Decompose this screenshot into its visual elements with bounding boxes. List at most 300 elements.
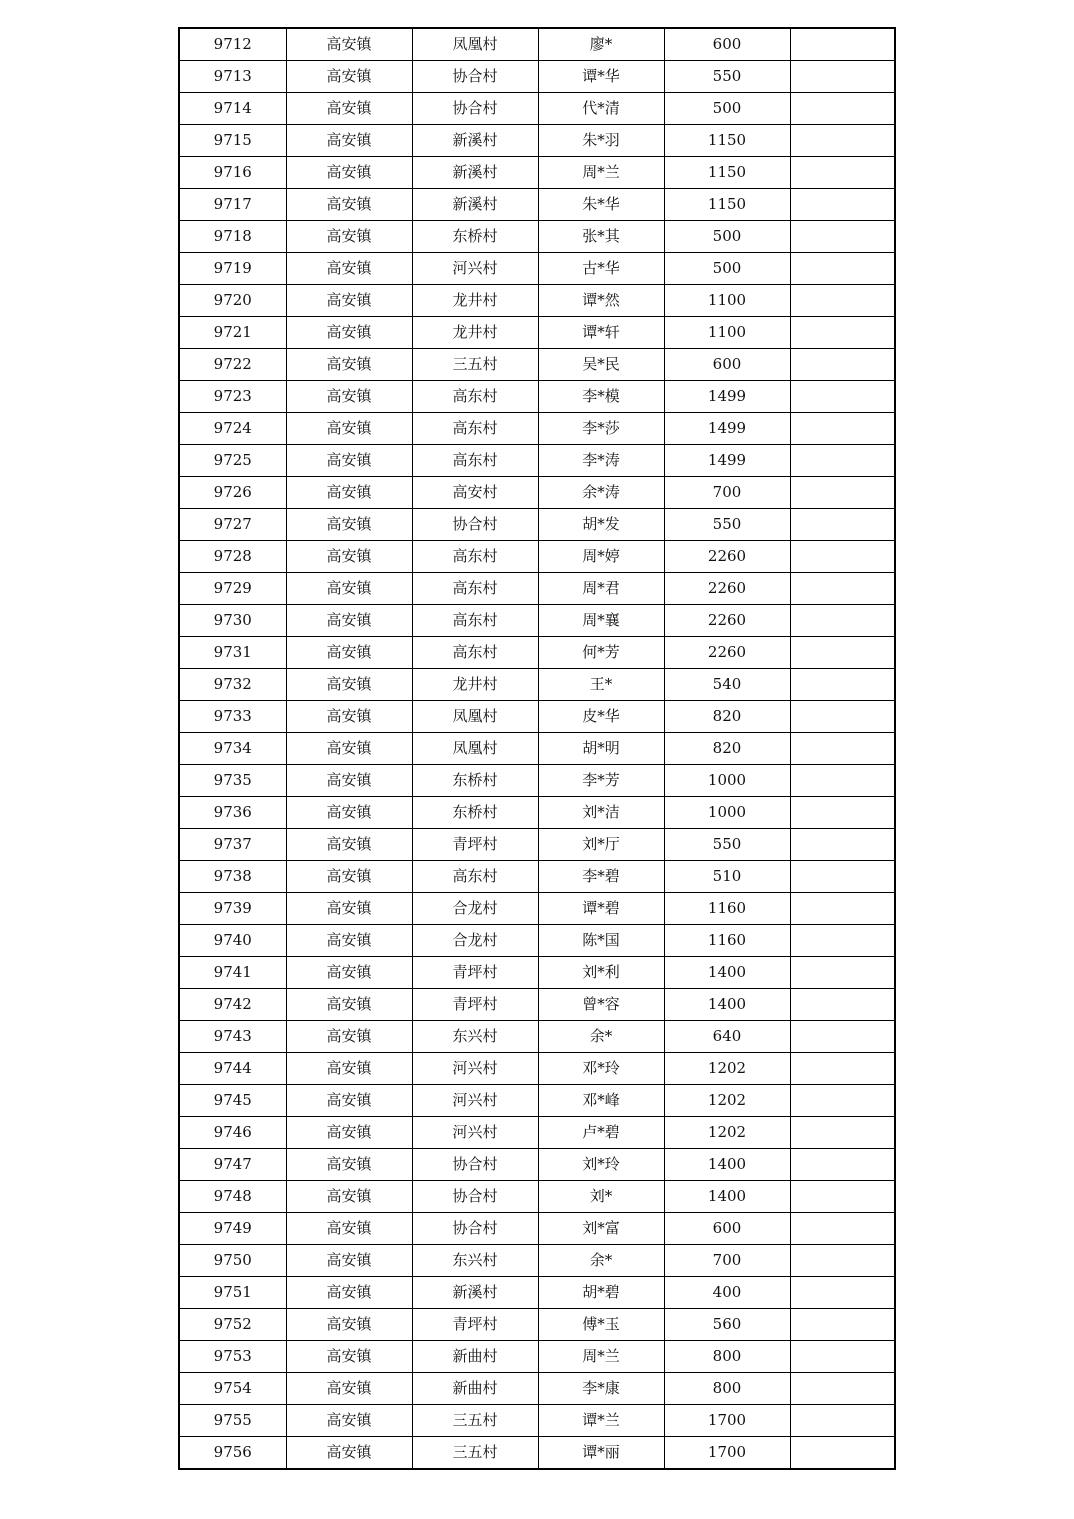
- town-cell: 高安镇: [286, 733, 412, 765]
- village-cell: 高东村: [412, 861, 538, 893]
- table-row: [179, 189, 895, 221]
- row-id-cell: 9724: [179, 413, 286, 445]
- table-row: [179, 221, 895, 253]
- table-row: [179, 573, 895, 605]
- village-cell: 青坪村: [412, 989, 538, 1021]
- row-id-cell: 9732: [179, 669, 286, 701]
- name-cell: 余*涛: [538, 477, 664, 509]
- amount-cell: 1499: [664, 445, 790, 477]
- note-cell: [790, 28, 895, 61]
- village-cell: 协合村: [412, 93, 538, 125]
- note-cell: [790, 1277, 895, 1309]
- note-cell: [790, 285, 895, 317]
- table-row: [179, 317, 895, 349]
- row-id-cell: 9712: [179, 28, 286, 61]
- note-cell: [790, 1405, 895, 1437]
- amount-cell: 1160: [664, 893, 790, 925]
- village-cell: 东兴村: [412, 1021, 538, 1053]
- note-cell: [790, 1341, 895, 1373]
- row-id-cell: 9749: [179, 1213, 286, 1245]
- village-cell: 高东村: [412, 381, 538, 413]
- note-cell: [790, 189, 895, 221]
- name-cell: 周*兰: [538, 1341, 664, 1373]
- note-cell: [790, 221, 895, 253]
- table-row: [179, 445, 895, 477]
- note-cell: [790, 1437, 895, 1470]
- amount-cell: 1150: [664, 189, 790, 221]
- name-cell: 刘*富: [538, 1213, 664, 1245]
- row-id-cell: 9741: [179, 957, 286, 989]
- table-row: [179, 861, 895, 893]
- town-cell: 高安镇: [286, 477, 412, 509]
- table-row: [179, 1149, 895, 1181]
- row-id-cell: 9739: [179, 893, 286, 925]
- name-cell: 卢*碧: [538, 1117, 664, 1149]
- table-row: [179, 93, 895, 125]
- roster-table-body: [179, 28, 895, 1469]
- amount-cell: 800: [664, 1341, 790, 1373]
- amount-cell: 1000: [664, 797, 790, 829]
- row-id-cell: 9716: [179, 157, 286, 189]
- row-id-cell: 9746: [179, 1117, 286, 1149]
- table-row: [179, 1405, 895, 1437]
- village-cell: 凤凰村: [412, 733, 538, 765]
- row-id-cell: 9744: [179, 1053, 286, 1085]
- village-cell: 新曲村: [412, 1341, 538, 1373]
- village-cell: 东兴村: [412, 1245, 538, 1277]
- amount-cell: 550: [664, 61, 790, 93]
- note-cell: [790, 925, 895, 957]
- amount-cell: 550: [664, 829, 790, 861]
- table-row: [179, 285, 895, 317]
- note-cell: [790, 1117, 895, 1149]
- town-cell: 高安镇: [286, 829, 412, 861]
- note-cell: [790, 637, 895, 669]
- table-row: [179, 637, 895, 669]
- village-cell: 河兴村: [412, 1053, 538, 1085]
- note-cell: [790, 509, 895, 541]
- village-cell: 凤凰村: [412, 28, 538, 61]
- name-cell: 何*芳: [538, 637, 664, 669]
- village-cell: 新溪村: [412, 125, 538, 157]
- amount-cell: 540: [664, 669, 790, 701]
- note-cell: [790, 893, 895, 925]
- town-cell: 高安镇: [286, 509, 412, 541]
- table-row: [179, 1437, 895, 1470]
- name-cell: 傅*玉: [538, 1309, 664, 1341]
- village-cell: 高东村: [412, 541, 538, 573]
- note-cell: [790, 829, 895, 861]
- town-cell: 高安镇: [286, 1373, 412, 1405]
- amount-cell: 700: [664, 477, 790, 509]
- table-row: [179, 957, 895, 989]
- table-row: [179, 1181, 895, 1213]
- town-cell: 高安镇: [286, 605, 412, 637]
- row-id-cell: 9731: [179, 637, 286, 669]
- village-cell: 新曲村: [412, 1373, 538, 1405]
- note-cell: [790, 1181, 895, 1213]
- village-cell: 高东村: [412, 413, 538, 445]
- row-id-cell: 9720: [179, 285, 286, 317]
- note-cell: [790, 669, 895, 701]
- amount-cell: 1160: [664, 925, 790, 957]
- town-cell: 高安镇: [286, 349, 412, 381]
- name-cell: 李*涛: [538, 445, 664, 477]
- amount-cell: 1100: [664, 317, 790, 349]
- row-id-cell: 9727: [179, 509, 286, 541]
- row-id-cell: 9743: [179, 1021, 286, 1053]
- row-id-cell: 9721: [179, 317, 286, 349]
- table-row: [179, 541, 895, 573]
- amount-cell: 640: [664, 1021, 790, 1053]
- amount-cell: 1400: [664, 1149, 790, 1181]
- town-cell: 高安镇: [286, 1181, 412, 1213]
- note-cell: [790, 765, 895, 797]
- amount-cell: 510: [664, 861, 790, 893]
- row-id-cell: 9725: [179, 445, 286, 477]
- note-cell: [790, 733, 895, 765]
- name-cell: 李*模: [538, 381, 664, 413]
- name-cell: 李*芳: [538, 765, 664, 797]
- town-cell: 高安镇: [286, 765, 412, 797]
- town-cell: 高安镇: [286, 925, 412, 957]
- village-cell: 协合村: [412, 1181, 538, 1213]
- town-cell: 高安镇: [286, 1149, 412, 1181]
- note-cell: [790, 157, 895, 189]
- table-row: [179, 733, 895, 765]
- row-id-cell: 9723: [179, 381, 286, 413]
- town-cell: 高安镇: [286, 28, 412, 61]
- table-row: [179, 1085, 895, 1117]
- row-id-cell: 9730: [179, 605, 286, 637]
- name-cell: 邓*峰: [538, 1085, 664, 1117]
- name-cell: 刘*厅: [538, 829, 664, 861]
- town-cell: 高安镇: [286, 541, 412, 573]
- table-row: [179, 669, 895, 701]
- table-row: [179, 349, 895, 381]
- amount-cell: 1499: [664, 381, 790, 413]
- amount-cell: 1400: [664, 957, 790, 989]
- amount-cell: 400: [664, 1277, 790, 1309]
- note-cell: [790, 1021, 895, 1053]
- town-cell: 高安镇: [286, 669, 412, 701]
- name-cell: 余*: [538, 1021, 664, 1053]
- note-cell: [790, 1149, 895, 1181]
- row-id-cell: 9718: [179, 221, 286, 253]
- town-cell: 高安镇: [286, 573, 412, 605]
- row-id-cell: 9751: [179, 1277, 286, 1309]
- town-cell: 高安镇: [286, 381, 412, 413]
- table-row: [179, 381, 895, 413]
- amount-cell: 1700: [664, 1405, 790, 1437]
- village-cell: 龙井村: [412, 285, 538, 317]
- row-id-cell: 9719: [179, 253, 286, 285]
- town-cell: 高安镇: [286, 1405, 412, 1437]
- name-cell: 王*: [538, 669, 664, 701]
- village-cell: 三五村: [412, 1437, 538, 1470]
- amount-cell: 500: [664, 221, 790, 253]
- amount-cell: 1700: [664, 1437, 790, 1470]
- town-cell: 高安镇: [286, 989, 412, 1021]
- town-cell: 高安镇: [286, 1021, 412, 1053]
- name-cell: 皮*华: [538, 701, 664, 733]
- amount-cell: 1202: [664, 1085, 790, 1117]
- town-cell: 高安镇: [286, 1437, 412, 1470]
- name-cell: 胡*明: [538, 733, 664, 765]
- village-cell: 河兴村: [412, 253, 538, 285]
- table-row: [179, 829, 895, 861]
- amount-cell: 500: [664, 93, 790, 125]
- village-cell: 合龙村: [412, 893, 538, 925]
- row-id-cell: 9726: [179, 477, 286, 509]
- row-id-cell: 9740: [179, 925, 286, 957]
- town-cell: 高安镇: [286, 1341, 412, 1373]
- town-cell: 高安镇: [286, 445, 412, 477]
- table-row: [179, 893, 895, 925]
- name-cell: 吴*民: [538, 349, 664, 381]
- amount-cell: 2260: [664, 605, 790, 637]
- row-id-cell: 9714: [179, 93, 286, 125]
- name-cell: 谭*华: [538, 61, 664, 93]
- amount-cell: 2260: [664, 541, 790, 573]
- table-row: [179, 1053, 895, 1085]
- table-row: [179, 797, 895, 829]
- row-id-cell: 9737: [179, 829, 286, 861]
- table-row: [179, 1245, 895, 1277]
- name-cell: 胡*发: [538, 509, 664, 541]
- row-id-cell: 9722: [179, 349, 286, 381]
- name-cell: 刘*利: [538, 957, 664, 989]
- town-cell: 高安镇: [286, 1277, 412, 1309]
- amount-cell: 820: [664, 701, 790, 733]
- note-cell: [790, 701, 895, 733]
- name-cell: 李*碧: [538, 861, 664, 893]
- town-cell: 高安镇: [286, 413, 412, 445]
- name-cell: 陈*国: [538, 925, 664, 957]
- row-id-cell: 9729: [179, 573, 286, 605]
- amount-cell: 2260: [664, 573, 790, 605]
- note-cell: [790, 1053, 895, 1085]
- amount-cell: 820: [664, 733, 790, 765]
- town-cell: 高安镇: [286, 701, 412, 733]
- town-cell: 高安镇: [286, 253, 412, 285]
- table-row: [179, 413, 895, 445]
- amount-cell: 500: [664, 253, 790, 285]
- town-cell: 高安镇: [286, 1213, 412, 1245]
- row-id-cell: 9738: [179, 861, 286, 893]
- village-cell: 协合村: [412, 509, 538, 541]
- table-row: [179, 509, 895, 541]
- note-cell: [790, 573, 895, 605]
- amount-cell: 1150: [664, 157, 790, 189]
- town-cell: 高安镇: [286, 125, 412, 157]
- table-row: [179, 1213, 895, 1245]
- row-id-cell: 9713: [179, 61, 286, 93]
- note-cell: [790, 989, 895, 1021]
- name-cell: 谭*然: [538, 285, 664, 317]
- note-cell: [790, 605, 895, 637]
- note-cell: [790, 1373, 895, 1405]
- note-cell: [790, 317, 895, 349]
- note-cell: [790, 1245, 895, 1277]
- village-cell: 协合村: [412, 1213, 538, 1245]
- row-id-cell: 9755: [179, 1405, 286, 1437]
- village-cell: 河兴村: [412, 1085, 538, 1117]
- table-row: [179, 253, 895, 285]
- amount-cell: 1202: [664, 1117, 790, 1149]
- name-cell: 胡*碧: [538, 1277, 664, 1309]
- name-cell: 周*君: [538, 573, 664, 605]
- name-cell: 周*襄: [538, 605, 664, 637]
- table-row: [179, 477, 895, 509]
- table-row: [179, 125, 895, 157]
- name-cell: 代*清: [538, 93, 664, 125]
- village-cell: 东桥村: [412, 797, 538, 829]
- village-cell: 东桥村: [412, 221, 538, 253]
- note-cell: [790, 1309, 895, 1341]
- name-cell: 曾*容: [538, 989, 664, 1021]
- amount-cell: 800: [664, 1373, 790, 1405]
- town-cell: 高安镇: [286, 317, 412, 349]
- row-id-cell: 9728: [179, 541, 286, 573]
- town-cell: 高安镇: [286, 1309, 412, 1341]
- table-row: [179, 157, 895, 189]
- note-cell: [790, 381, 895, 413]
- amount-cell: 700: [664, 1245, 790, 1277]
- village-cell: 龙井村: [412, 317, 538, 349]
- row-id-cell: 9745: [179, 1085, 286, 1117]
- village-cell: 高东村: [412, 637, 538, 669]
- table-row: [179, 1021, 895, 1053]
- row-id-cell: 9736: [179, 797, 286, 829]
- note-cell: [790, 1213, 895, 1245]
- table-row: [179, 925, 895, 957]
- town-cell: 高安镇: [286, 93, 412, 125]
- table-row: [179, 989, 895, 1021]
- name-cell: 邓*玲: [538, 1053, 664, 1085]
- note-cell: [790, 125, 895, 157]
- amount-cell: 550: [664, 509, 790, 541]
- note-cell: [790, 957, 895, 989]
- row-id-cell: 9733: [179, 701, 286, 733]
- row-id-cell: 9754: [179, 1373, 286, 1405]
- village-cell: 青坪村: [412, 957, 538, 989]
- row-id-cell: 9735: [179, 765, 286, 797]
- village-cell: 协合村: [412, 1149, 538, 1181]
- village-cell: 青坪村: [412, 1309, 538, 1341]
- name-cell: 刘*: [538, 1181, 664, 1213]
- table-row: [179, 1341, 895, 1373]
- village-cell: 青坪村: [412, 829, 538, 861]
- row-id-cell: 9750: [179, 1245, 286, 1277]
- name-cell: 周*兰: [538, 157, 664, 189]
- amount-cell: 560: [664, 1309, 790, 1341]
- name-cell: 古*华: [538, 253, 664, 285]
- name-cell: 周*婷: [538, 541, 664, 573]
- name-cell: 谭*碧: [538, 893, 664, 925]
- name-cell: 谭*丽: [538, 1437, 664, 1470]
- table-row: [179, 28, 895, 61]
- village-cell: 新溪村: [412, 189, 538, 221]
- town-cell: 高安镇: [286, 637, 412, 669]
- amount-cell: 2260: [664, 637, 790, 669]
- town-cell: 高安镇: [286, 957, 412, 989]
- row-id-cell: 9715: [179, 125, 286, 157]
- row-id-cell: 9753: [179, 1341, 286, 1373]
- village-cell: 新溪村: [412, 157, 538, 189]
- note-cell: [790, 253, 895, 285]
- town-cell: 高安镇: [286, 893, 412, 925]
- roster-table: [178, 27, 896, 1470]
- row-id-cell: 9748: [179, 1181, 286, 1213]
- amount-cell: 1400: [664, 1181, 790, 1213]
- table-row: [179, 1117, 895, 1149]
- village-cell: 高东村: [412, 573, 538, 605]
- name-cell: 李*莎: [538, 413, 664, 445]
- row-id-cell: 9742: [179, 989, 286, 1021]
- town-cell: 高安镇: [286, 157, 412, 189]
- village-cell: 河兴村: [412, 1117, 538, 1149]
- table-row: [179, 61, 895, 93]
- note-cell: [790, 349, 895, 381]
- table-row: [179, 1309, 895, 1341]
- name-cell: 李*康: [538, 1373, 664, 1405]
- name-cell: 谭*兰: [538, 1405, 664, 1437]
- document-page: [178, 27, 894, 1490]
- name-cell: 朱*羽: [538, 125, 664, 157]
- amount-cell: 600: [664, 349, 790, 381]
- village-cell: 三五村: [412, 349, 538, 381]
- table-row: [179, 765, 895, 797]
- amount-cell: 1400: [664, 989, 790, 1021]
- town-cell: 高安镇: [286, 1245, 412, 1277]
- note-cell: [790, 541, 895, 573]
- note-cell: [790, 61, 895, 93]
- town-cell: 高安镇: [286, 1117, 412, 1149]
- amount-cell: 1150: [664, 125, 790, 157]
- amount-cell: 600: [664, 1213, 790, 1245]
- note-cell: [790, 797, 895, 829]
- note-cell: [790, 861, 895, 893]
- town-cell: 高安镇: [286, 1053, 412, 1085]
- amount-cell: 1499: [664, 413, 790, 445]
- name-cell: 谭*轩: [538, 317, 664, 349]
- table-row: [179, 701, 895, 733]
- village-cell: 合龙村: [412, 925, 538, 957]
- amount-cell: 1202: [664, 1053, 790, 1085]
- village-cell: 高东村: [412, 445, 538, 477]
- row-id-cell: 9717: [179, 189, 286, 221]
- town-cell: 高安镇: [286, 861, 412, 893]
- name-cell: 张*其: [538, 221, 664, 253]
- note-cell: [790, 477, 895, 509]
- amount-cell: 1100: [664, 285, 790, 317]
- name-cell: 余*: [538, 1245, 664, 1277]
- village-cell: 高安村: [412, 477, 538, 509]
- table-row: [179, 1277, 895, 1309]
- village-cell: 高东村: [412, 605, 538, 637]
- row-id-cell: 9747: [179, 1149, 286, 1181]
- village-cell: 凤凰村: [412, 701, 538, 733]
- table-row: [179, 605, 895, 637]
- village-cell: 东桥村: [412, 765, 538, 797]
- note-cell: [790, 93, 895, 125]
- village-cell: 协合村: [412, 61, 538, 93]
- name-cell: 廖*: [538, 28, 664, 61]
- note-cell: [790, 413, 895, 445]
- village-cell: 新溪村: [412, 1277, 538, 1309]
- name-cell: 刘*洁: [538, 797, 664, 829]
